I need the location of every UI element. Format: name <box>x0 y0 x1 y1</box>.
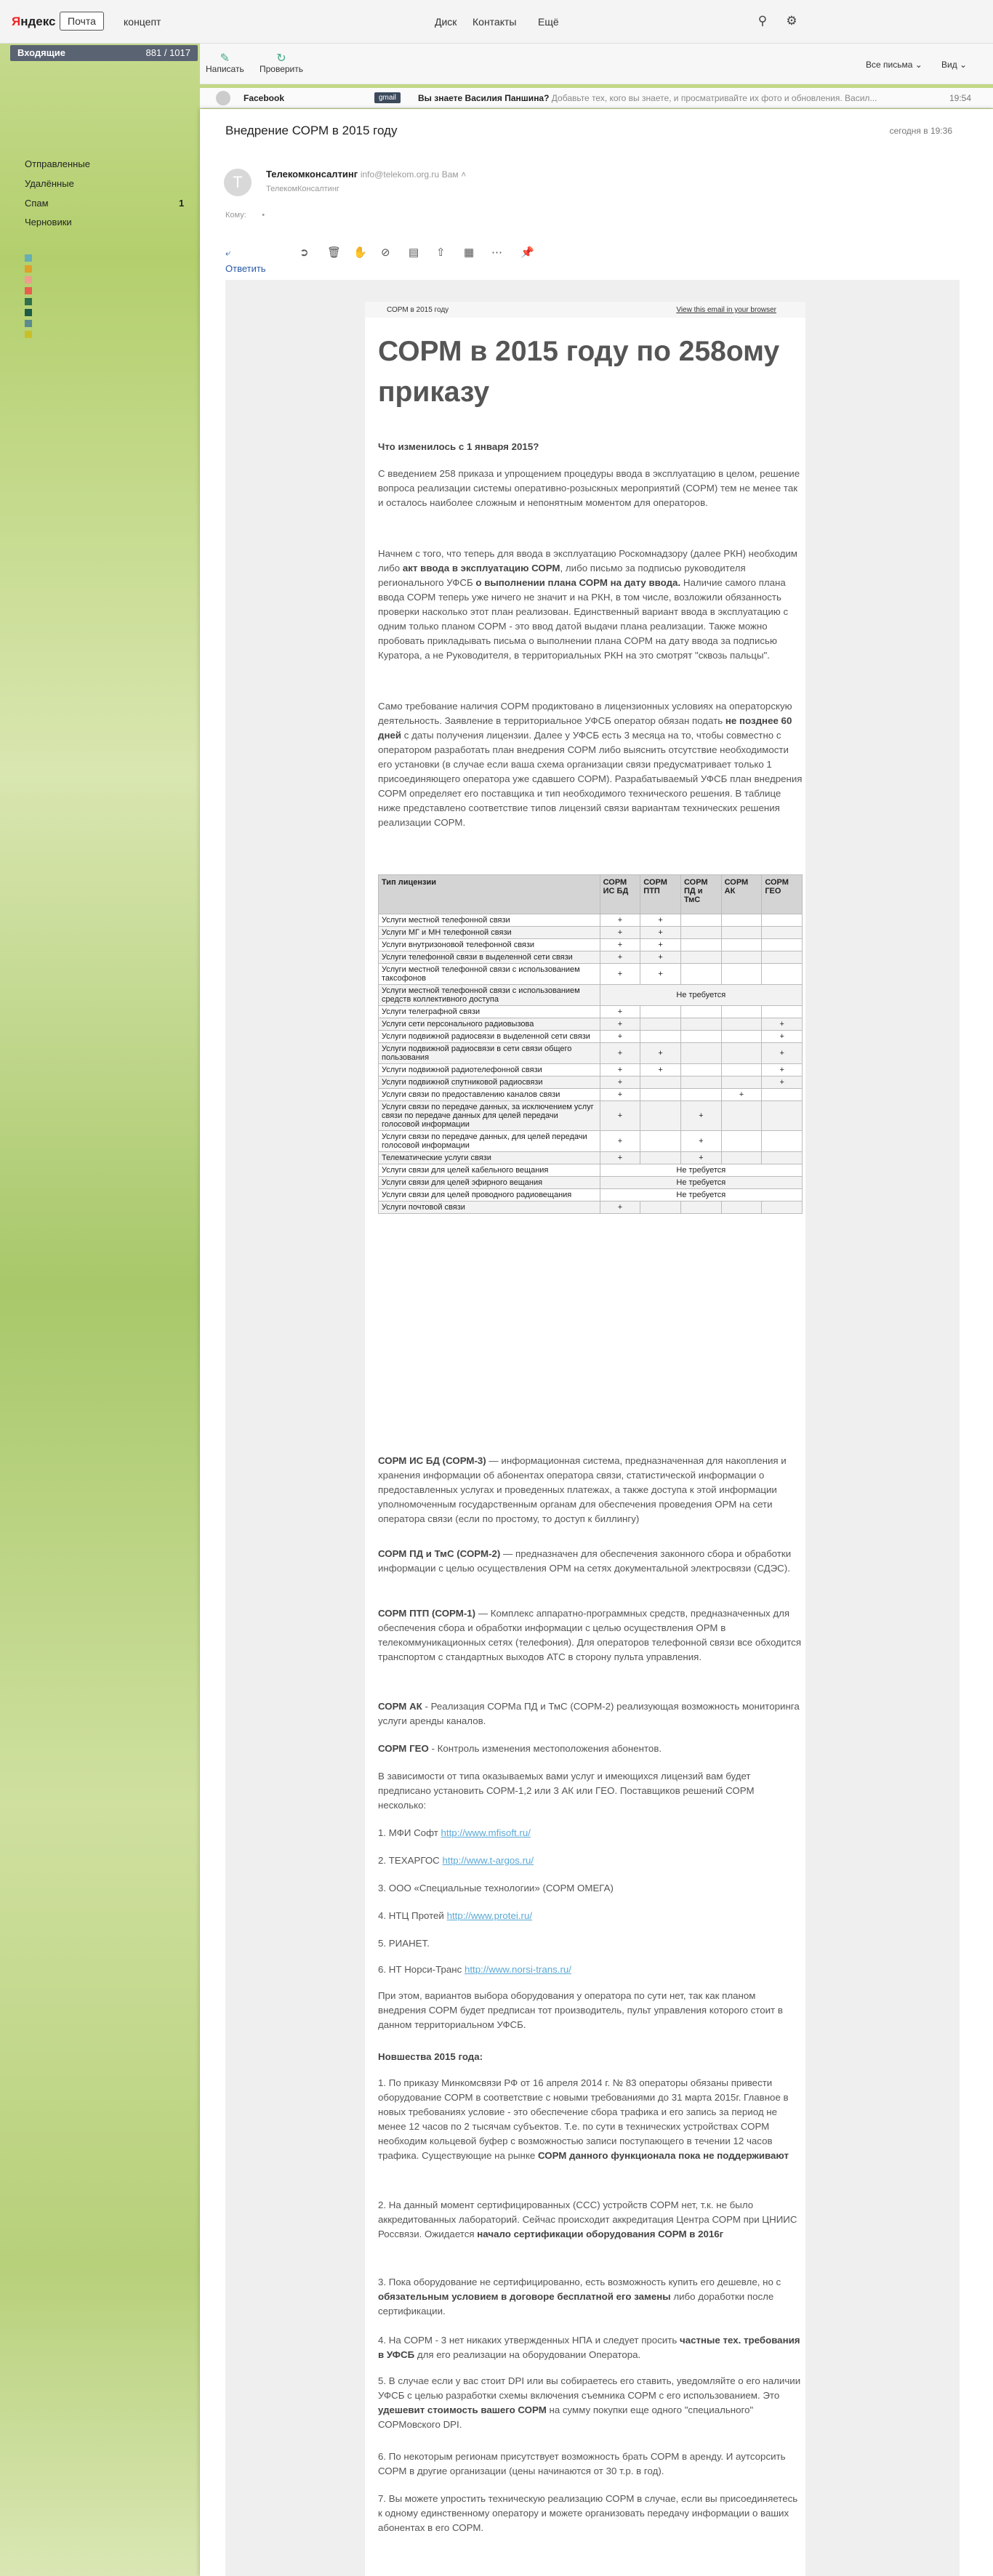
table-cell <box>762 939 803 951</box>
table-cell <box>762 1131 803 1152</box>
table-cell: Услуги местной телефонной связи с использованием средств коллективного доступа <box>379 985 600 1006</box>
label-color-swatch[interactable] <box>25 320 32 327</box>
table-cell <box>721 1076 762 1089</box>
table-cell: + <box>640 927 681 939</box>
table-cell: Услуги сети персонального радиовызова <box>379 1018 600 1031</box>
table-row <box>379 1101 803 1131</box>
table-cell <box>762 1089 803 1101</box>
table-cell: Услуги телефонной связи в выделенной сети связи <box>379 951 600 964</box>
table-cell: Услуги местной телефонной связи с использованием таксофонов <box>379 964 600 985</box>
table-cell: Услуги телеграфной связи <box>379 1006 600 1018</box>
table-row <box>379 1164 803 1177</box>
message-from[interactable]: Телекомконсалтинг info@telekom.org.ru Вам ˄ <box>266 169 467 180</box>
paragraph-requirements: Само требование наличия СОРМ продиктовано в лицензионных условиях на операторскую деятельность. Заявление в территориальное УФСБ оператор обязан подать не позднее 60 дней с даты получения лицензии. Далее у УФСБ есть 3 месяца на то, чтобы совместно с оператором разработать план внедрения СОРМ либо выяснить отсутствие необходимости его установки (в случае если ваша схема организации связи предусматривает только 1 присоединяющего оператора уже сдавшего СОРМ). Разрабатываемый УФСБ план внедрения СОРМ определяет его поставщика и тип необходимого технического решения. В таблице ниже представлено соответствие типов лицензий связи вариантам технических решения реализации СОРМ. <box>378 701 803 828</box>
label-color-swatch[interactable] <box>25 265 32 273</box>
table-cell: + <box>600 1152 640 1164</box>
inbox-count: 881 / 1017 <box>145 47 190 58</box>
pin-icon[interactable]: 📌 <box>520 246 534 259</box>
vendor-2: 2. ТЕХАРГОС http://www.t-argos.ru/ <box>378 1855 534 1866</box>
move-icon[interactable]: ⇧ <box>436 246 446 259</box>
table-cell: Услуги МГ и МН телефонной связи <box>379 927 600 939</box>
label-color-swatch[interactable] <box>25 309 32 316</box>
table-row <box>379 914 803 927</box>
more-icon[interactable]: ⋯ <box>491 246 502 259</box>
table-cell <box>721 939 762 951</box>
table-cell: Не требуется <box>600 985 802 1006</box>
table-cell: Телематические услуги связи <box>379 1152 600 1164</box>
table-cell: + <box>640 914 681 927</box>
table-cell: + <box>680 1101 721 1131</box>
table-cell: + <box>762 1043 803 1064</box>
license-table <box>378 874 803 1214</box>
table-cell: + <box>680 1152 721 1164</box>
table-cell <box>680 964 721 985</box>
label-tag: gmail <box>374 92 401 103</box>
paragraph-choice: При этом, вариантов выбора оборудования у оператора по сути нет, так как планом внедрения СОРМ будет предписан тот производитель, пульт управления которого стоит в данном территориальном УФСБ. <box>378 1990 783 2030</box>
mail-preheader <box>365 302 805 318</box>
table-header: СОРМ ИС БД <box>600 875 640 914</box>
table-cell <box>721 951 762 964</box>
compose-button[interactable]: ✎ Написать <box>206 52 244 74</box>
table-row <box>379 1202 803 1214</box>
table-row <box>379 1152 803 1164</box>
refresh-icon: ↻ <box>276 52 286 65</box>
table-row <box>379 1177 803 1189</box>
list-sender: Facebook <box>244 93 285 103</box>
table-cell <box>721 1006 762 1018</box>
table-cell: + <box>600 939 640 951</box>
table-cell: Услуги связи для целей проводного радиовещания <box>379 1189 600 1202</box>
table-cell <box>680 939 721 951</box>
table-row <box>379 939 803 951</box>
table-cell <box>721 1131 762 1152</box>
yandex-logo[interactable]: Яндекс <box>12 15 56 28</box>
table-cell: + <box>640 964 681 985</box>
table-cell: Услуги подвижной радиотелефонной связи <box>379 1064 600 1076</box>
table-cell <box>640 1006 681 1018</box>
table-row <box>379 1064 803 1076</box>
table-cell: + <box>600 964 640 985</box>
table-cell <box>680 1018 721 1031</box>
table-row <box>379 951 803 964</box>
calendar-icon[interactable]: ▦ <box>464 246 475 259</box>
trash-icon[interactable]: 🗑 <box>327 246 342 259</box>
sidebar-item-trash[interactable]: Удалённые <box>25 178 74 189</box>
table-cell: Услуги подвижной радиосвязи в выделенной сети связи <box>379 1031 600 1043</box>
table-row <box>379 1006 803 1018</box>
table-cell: + <box>640 1043 681 1064</box>
table-cell: Услуги связи для целей кабельного вещания <box>379 1164 600 1177</box>
table-cell <box>721 914 762 927</box>
preheader-text: СОРМ в 2015 году <box>387 306 449 314</box>
table-cell <box>721 1043 762 1064</box>
table-cell: + <box>600 927 640 939</box>
inbox-label: Входящие <box>17 47 65 58</box>
table-cell <box>762 964 803 985</box>
table-cell: + <box>600 1076 640 1089</box>
table-row <box>379 1031 803 1043</box>
reply-icon: ⤶ <box>225 247 231 258</box>
table-cell <box>640 1152 681 1164</box>
table-cell <box>721 1018 762 1031</box>
table-cell: + <box>600 914 640 927</box>
vendor-6-link[interactable]: http://www.norsi-trans.ru/ <box>464 1964 572 1975</box>
table-cell <box>721 1064 762 1076</box>
table-cell: Услуги связи по передаче данных, для целей передачи голосовой информации <box>379 1131 600 1152</box>
table-cell: + <box>640 1064 681 1076</box>
table-cell: Услуги связи по передаче данных, за исключением услуг связи по передаче данных для целей передачи голосовой информации <box>379 1101 600 1131</box>
table-cell <box>640 1089 681 1101</box>
table-cell: + <box>762 1064 803 1076</box>
sender-avatar: Т <box>224 169 252 196</box>
table-cell <box>680 1043 721 1064</box>
sender-org: ТелекомКонсалтинг <box>266 185 339 193</box>
table-cell: + <box>762 1076 803 1089</box>
nav-contacts[interactable]: Контакты <box>473 16 517 28</box>
table-cell <box>640 1202 681 1214</box>
table-cell <box>762 951 803 964</box>
table-row <box>379 1131 803 1152</box>
table-cell: Не требуется <box>600 1189 802 1202</box>
sidebar-item-sent[interactable]: Отправленные <box>25 158 90 169</box>
table-cell: + <box>600 1202 640 1214</box>
table-cell <box>721 1202 762 1214</box>
table-row <box>379 1043 803 1064</box>
list-subject: Вы знаете Василия Паншина? <box>418 93 550 103</box>
top-header <box>0 0 993 44</box>
sidebar <box>0 44 200 2576</box>
table-cell <box>762 914 803 927</box>
archive-icon[interactable]: ▤ <box>409 246 419 259</box>
paragraph-intro: С введением 258 приказа и упрощением процедуры ввода в эксплуатацию в целом, решение вопроса реализации системы оперативно-розыскных мероприятий (СОРМ) тем не менее так и осталось наиболее сложным и непонятным моментом для операторов. <box>378 468 800 508</box>
label-color-swatch[interactable] <box>25 298 32 305</box>
table-cell <box>640 1031 681 1043</box>
table-cell: + <box>680 1131 721 1152</box>
table-cell: Услуги связи по предоставлению каналов связи <box>379 1089 600 1101</box>
table-cell: Не требуется <box>600 1177 802 1189</box>
definition-sorm2: СОРМ ПД и ТмС (СОРМ-2) — предназначен для обеспечения законного сбора и обработки информации с целью осуществления ОРМ на сетях документальной электросвязи (СДЭС). <box>378 1548 792 1574</box>
table-header: СОРМ ПТП <box>640 875 681 914</box>
definition-sorm-ak: СОРМ АК - Реализация СОРМа ПД и ТмС (СОРМ-2) реализующая возможность мониторинга услуги аренды каналов. <box>378 1701 800 1726</box>
news-7: 7. Вы можете упростить техническую реализацию СОРМ в случае, если вы присоединяетесь к одному единственному оператору и можете организовать передачу информации о ваших абонентах в его СОРМ. <box>378 2493 798 2533</box>
table-cell <box>721 927 762 939</box>
table-cell: + <box>600 1131 640 1152</box>
sidebar-item-spam[interactable]: Спам 1 <box>25 198 185 209</box>
all-letters-dropdown[interactable]: Все письма ⌄ <box>866 60 922 70</box>
vendor-1: 1. МФИ Софт http://www.mfisoft.ru/ <box>378 1827 531 1838</box>
table-cell <box>680 1202 721 1214</box>
table-header: СОРМ ПД и ТмС <box>680 875 721 914</box>
news-heading: Новшества 2015 года: <box>378 2051 483 2062</box>
list-time: 19:54 <box>949 93 971 103</box>
table-header: Тип лицензии <box>379 875 600 914</box>
mail-toolbar <box>200 44 993 84</box>
table-cell: + <box>600 1018 640 1031</box>
table-cell: Не требуется <box>600 1164 802 1177</box>
table-row <box>379 964 803 985</box>
table-cell: + <box>640 951 681 964</box>
label-color-swatch[interactable] <box>25 331 32 338</box>
table-cell <box>640 1101 681 1131</box>
definition-sorm1: СОРМ ПТП (СОРМ-1) — Комплекс аппаратно-программных средств, предназначенных для обеспечения сбора и обработки информации с целью осуществления ОРМ в телекоммуникационных сетях (телефония). Для операторов телефонной связи все обходится транспортом с стандартных выходов АТС в сторону пульта управления. <box>378 1608 802 1662</box>
table-cell <box>721 1152 762 1164</box>
hand-icon[interactable]: ✋ <box>353 246 367 259</box>
table-cell: + <box>600 1031 640 1043</box>
table-cell: + <box>640 939 681 951</box>
table-cell <box>640 1131 681 1152</box>
spam-count: 1 <box>179 198 185 209</box>
table-cell: Услуги подвижной спутниковой радиосвязи <box>379 1076 600 1089</box>
view-dropdown[interactable]: Вид ⌄ <box>941 60 968 70</box>
table-cell <box>680 914 721 927</box>
table-cell <box>640 1076 681 1089</box>
table-cell: + <box>600 1101 640 1131</box>
table-cell <box>721 964 762 985</box>
table-row <box>379 927 803 939</box>
news-6: 6. По некоторым регионам присутствует возможность брать СОРМ в аренду. И аутсорсить СОРМ в другие организации (цены начинаются от 30 т.р. в год). <box>378 2451 786 2476</box>
table-cell: + <box>600 951 640 964</box>
message-subject: Внедрение СОРМ в 2015 году <box>225 124 398 137</box>
table-cell <box>721 1031 762 1043</box>
table-cell: + <box>600 1006 640 1018</box>
forward-icon[interactable]: ➲ <box>299 246 309 259</box>
table-cell: + <box>762 1018 803 1031</box>
table-cell: Услуги внутризоновой телефонной связи <box>379 939 600 951</box>
pencil-icon: ✎ <box>220 52 230 65</box>
table-cell <box>680 1089 721 1101</box>
table-header: СОРМ АК <box>721 875 762 914</box>
vendor-6: 6. НТ Норси-Транс http://www.norsi-trans.ru/ <box>378 1964 572 1975</box>
vendor-1-link[interactable]: http://www.mfisoft.ru/ <box>441 1827 531 1838</box>
table-row <box>379 1076 803 1089</box>
table-cell <box>762 927 803 939</box>
table-cell <box>721 1101 762 1131</box>
paragraph-vendors: В зависимости от типа оказываемых вами услуг и имеющихся лицензий вам будет предписано установить СОРМ-1,2 или 3 АК или ГЕО. Поставщиков решений СОРМ несколько: <box>378 1771 755 1811</box>
block-icon[interactable]: ⊘ <box>381 246 390 259</box>
view-in-browser-link[interactable]: View this email in your browser <box>676 306 776 314</box>
table-row <box>379 1189 803 1202</box>
news-1: 1. По приказу Минкомсвязи РФ от 16 апреля 2014 г. № 83 операторы обязаны привести оборудование СОРМ в соответствие с новыми требованиями до 31 марта 2015г. Главное в новых требованиях условие - это обеспечение сбора трафика и его запись за период не менее 12 часов по 2 тысячам субъектов. Т.е. по сути в технических устройствах СОРМ необходим кольцевой буфер с возможностью записи поступающего в течении 12 часов трафика. Существующие на рынке СОРМ данного функционала пока не поддерживают <box>378 2077 789 2161</box>
table-cell: Услуги почтовой связи <box>379 1202 600 1214</box>
vendor-3: 3. ООО «Специальные технологии» (СОРМ ОМЕГА) <box>378 1883 614 1893</box>
table-cell <box>762 1152 803 1164</box>
definition-sorm3: СОРМ ИС БД (СОРМ-3) — информационная система, предназначенная для накопления и хранения информации об абонентах оператора связи, статистической информации о предоставленных услугах и проведенных платежах, а также доступа к этой информации уполномоченным государственным органам для обеспечения проведения ОРМ на сети оператора связи (если по простому, то доступ к биллингу) <box>378 1455 787 1524</box>
table-cell: Услуги местной телефонной связи <box>379 914 600 927</box>
message-time: сегодня в 19:36 <box>889 126 952 136</box>
table-cell <box>762 1101 803 1131</box>
table-cell <box>640 1018 681 1031</box>
message-to: Кому: • <box>225 211 265 220</box>
news-4: 4. На СОРМ - 3 нет никаких утвержденных НПА и следует просить частные тех. требования в УФСБ для его реализации на оборудовании Оператора. <box>378 2335 800 2360</box>
table-cell <box>680 1031 721 1043</box>
table-cell <box>680 951 721 964</box>
news-2: 2. На данный момент сертифицированных (ССС) устройств СОРМ нет, т.к. не было аккредитованных лабораторий. Сейчас происходит аккредитация Центра СОРМ при ЦНИИС Россвязи. Ожидается начало сертификации оборудования СОРМ в 2016г <box>378 2199 797 2239</box>
search-icon[interactable]: ⚲ <box>757 14 768 28</box>
label-color-swatch[interactable] <box>25 254 32 262</box>
table-cell: + <box>762 1031 803 1043</box>
table-cell <box>680 927 721 939</box>
table-cell <box>680 1006 721 1018</box>
reply-button[interactable]: ⤶ Ответить <box>225 247 266 274</box>
check-button[interactable]: ↻ Проверить <box>260 52 304 74</box>
table-cell <box>762 1006 803 1018</box>
vendor-4-link[interactable]: http://www.protei.ru/ <box>446 1910 533 1921</box>
nav-more[interactable]: Ещё <box>538 16 559 28</box>
sidebar-item-drafts[interactable]: Черновики <box>25 217 72 228</box>
table-cell <box>762 1202 803 1214</box>
table-cell: Услуги связи для целей эфирного вещания <box>379 1177 600 1189</box>
table-cell: + <box>600 1089 640 1101</box>
gear-icon[interactable]: ⚙ <box>786 14 797 28</box>
table-row <box>379 1089 803 1101</box>
news-3: 3. Пока оборудование не сертифицированно, есть возможность купить его дешевле, но с обязательным условием в договоре бесплатной его замены либо доработки после сертификации. <box>378 2277 781 2317</box>
vendor-5: 5. РИАНЕТ. <box>378 1938 430 1949</box>
table-cell: + <box>721 1089 762 1101</box>
service-concept-link[interactable]: концепт <box>124 16 161 28</box>
vendor-4: 4. НТЦ Протей http://www.protei.ru/ <box>378 1910 533 1921</box>
mail-title: СОРМ в 2015 году по 258ому приказу <box>378 336 780 408</box>
table-row <box>379 985 803 1006</box>
list-item[interactable] <box>200 88 993 108</box>
service-mail-button[interactable]: Почта <box>60 12 104 31</box>
label-color-swatch[interactable] <box>25 287 32 294</box>
table-header: СОРМ ГЕО <box>762 875 803 914</box>
table-cell: Услуги подвижной радиосвязи в сети связи общего пользования <box>379 1043 600 1064</box>
table-row <box>379 1018 803 1031</box>
vendor-2-link[interactable]: http://www.t-argos.ru/ <box>442 1855 534 1866</box>
news-5: 5. В случае если у вас стоит DPI или вы собираетесь его ставить, уведомляйте о его наличии УФСБ с целью разработки схемы включения съемника СОРМ с его использованием. Это удешевит стоимость вашего СОРМ на сумму покупки еще одного "специального" СОРМовского DPI. <box>378 2375 801 2430</box>
nav-disk[interactable]: Диск <box>435 16 457 28</box>
table-cell: + <box>600 1064 640 1076</box>
sidebar-item-inbox[interactable] <box>10 45 198 61</box>
table-cell: + <box>600 1043 640 1064</box>
definition-sorm-geo: СОРМ ГЕО - Контроль изменения местоположения абонентов. <box>378 1743 662 1754</box>
label-color-swatch[interactable] <box>25 276 32 283</box>
avatar <box>216 91 230 105</box>
question-heading: Что изменилось с 1 января 2015? <box>378 441 539 452</box>
paragraph-rkn: Начнем с того, что теперь для ввода в эксплуатацию Роскомнадзору (далее РКН) необходим либо акт ввода в эксплуатацию СОРМ, либо письмо за подписью руководителя регионального УФСБ о выполнении плана СОРМ на дату ввода. Наличие самого плана ввода СОРМ теперь уже ничего не значит и на РКН, в том числе, возложили обязанность проверки насколько этот план реализован. Единственный вариант ввода в эксплуатацию с одним только планом СОРМ - это ввод датой выдачи плана реализации. Также можно пробовать прикладывать письма о выполнении плана СОРМ на дату ввода за подписью Куратора, а не Руководителя, в территориальных РКН на это смотрят "сквозь пальцы". <box>378 548 797 661</box>
list-preview: Добавьте тех, кого вы знаете, и просматривайте их фото и обновления. Васил... <box>551 93 877 103</box>
table-cell <box>680 1076 721 1089</box>
table-cell <box>680 1064 721 1076</box>
